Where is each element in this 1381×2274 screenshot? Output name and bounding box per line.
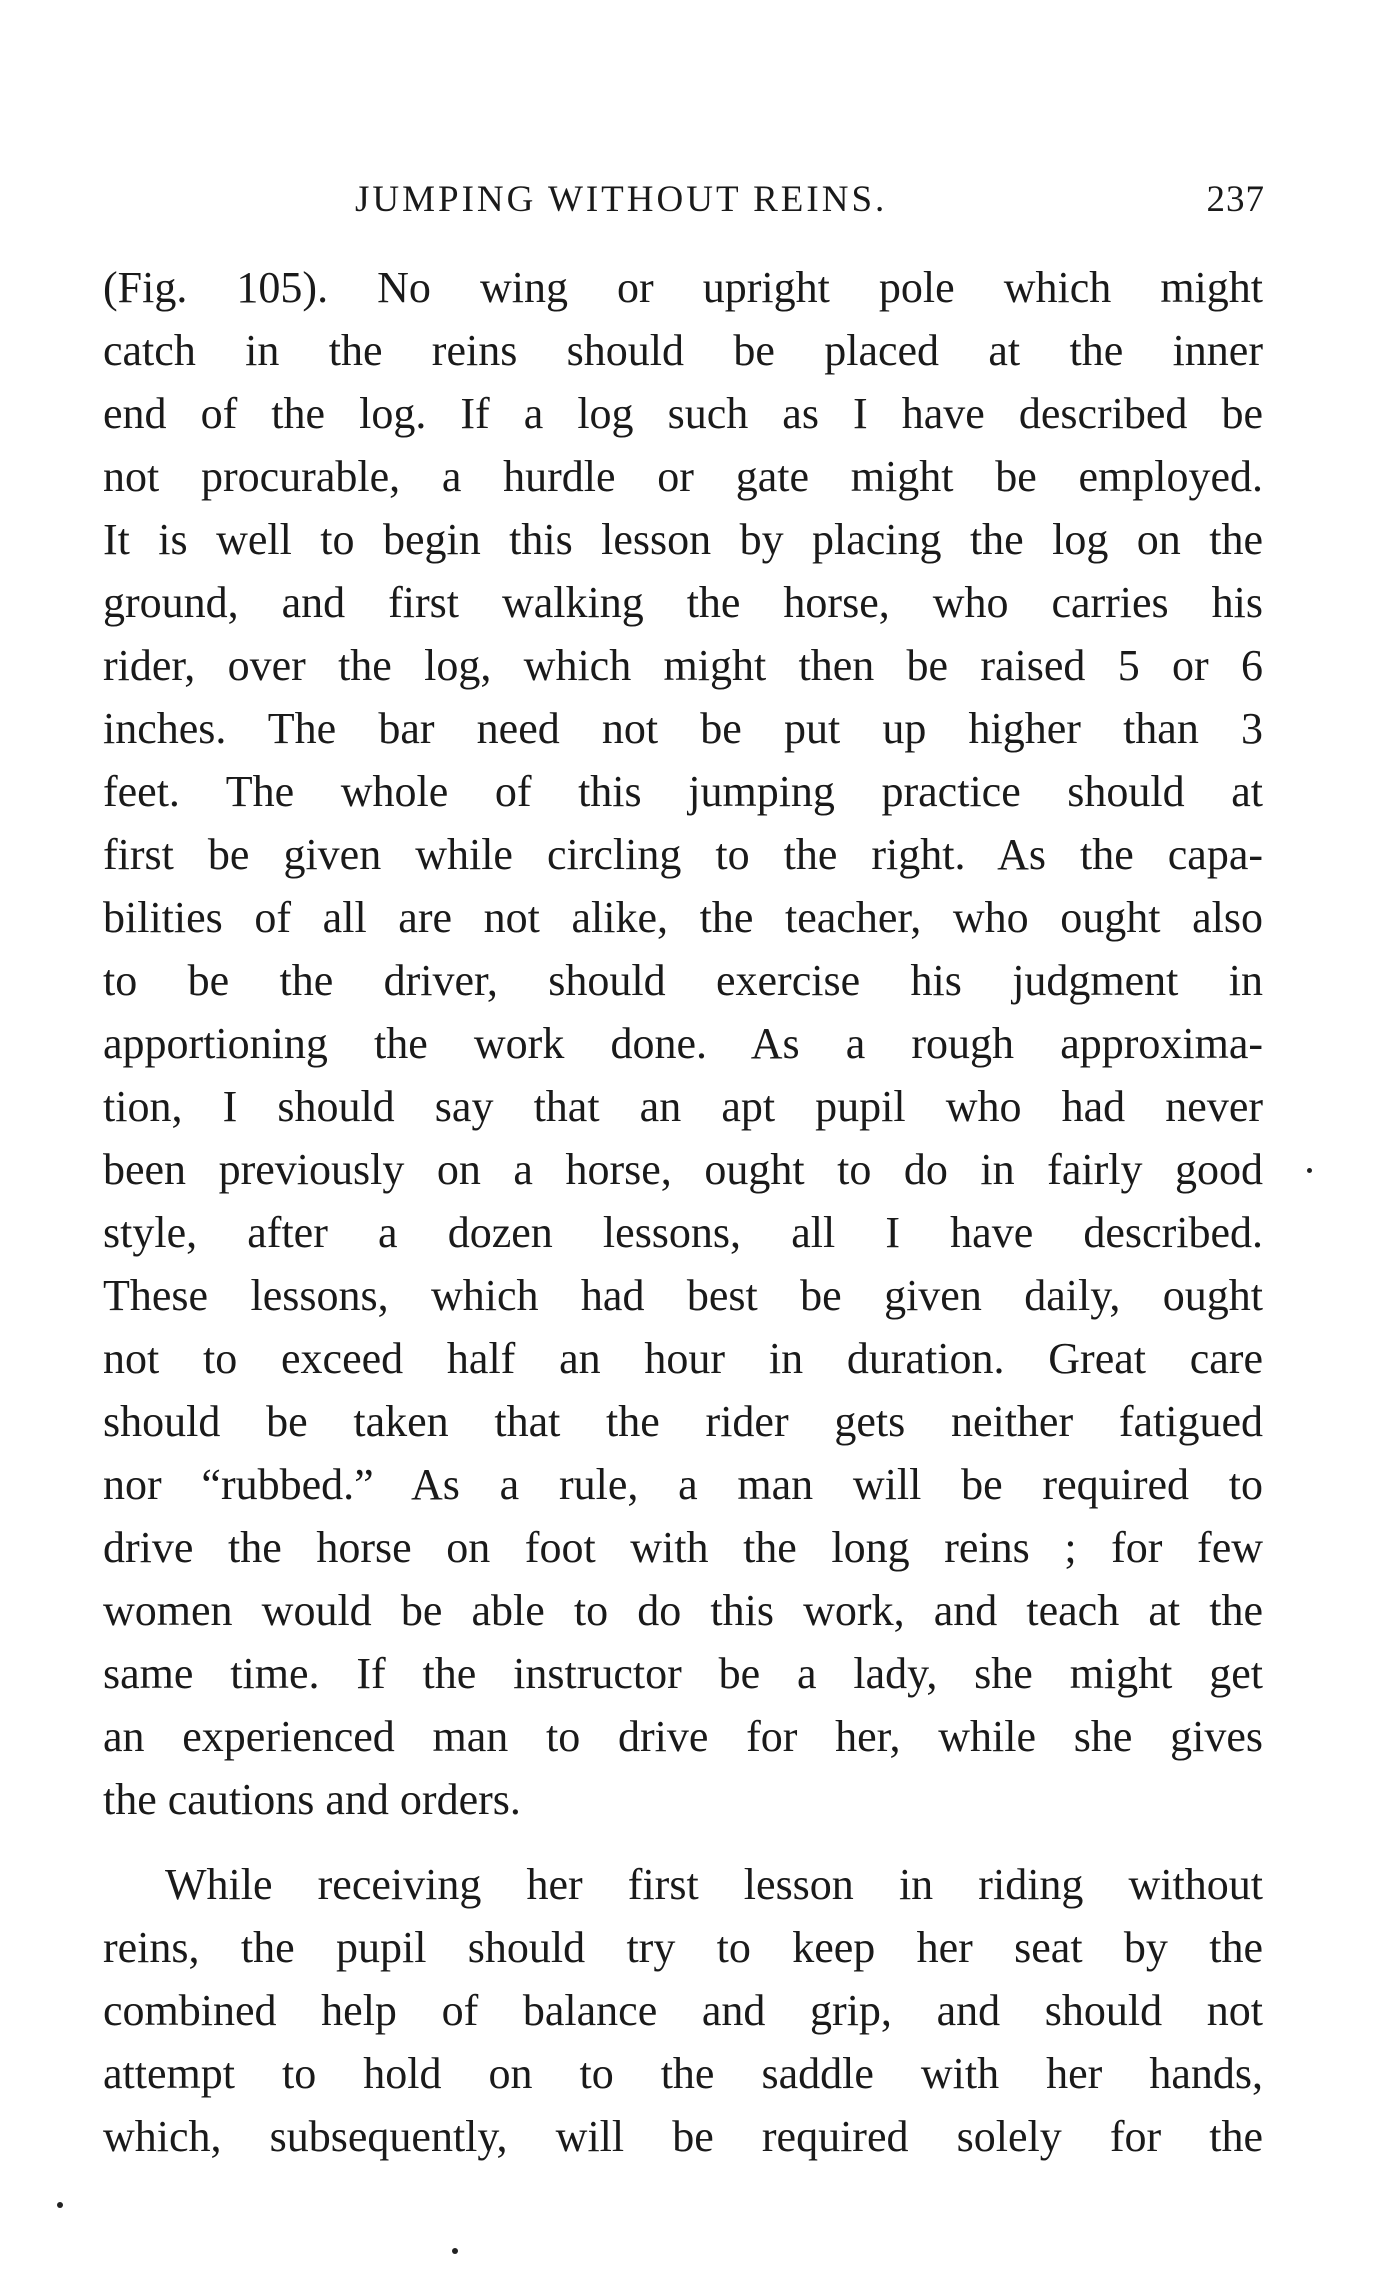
running-head-title: JUMPING WITHOUT REINS. bbox=[355, 179, 888, 220]
text-line: (Fig. 105). No wing or upright pole which might bbox=[103, 263, 1263, 312]
text-line: style, after a dozen lessons, all I have described. bbox=[103, 1208, 1263, 1257]
paragraph bbox=[103, 256, 1263, 1831]
text-line: apportioning the work done. As a rough approxima- bbox=[103, 1019, 1263, 1068]
text-line: not to exceed half an hour in duration. Great care bbox=[103, 1334, 1263, 1383]
text-line: reins, the pupil should try to keep her seat by the bbox=[103, 1923, 1263, 1972]
body-text bbox=[103, 256, 1263, 2168]
text-line: feet. The whole of this jumping practice should at bbox=[103, 767, 1263, 816]
text-line: drive the horse on foot with the long reins ; for few bbox=[103, 1523, 1263, 1572]
text-line: should be taken that the rider gets neither fatigued bbox=[103, 1397, 1263, 1446]
text-line: not procurable, a hurdle or gate might be employed. bbox=[103, 452, 1263, 501]
text-line: same time. If the instructor be a lady, she might get bbox=[103, 1649, 1263, 1698]
text-line: bilities of all are not alike, the teacher, who ought also bbox=[103, 893, 1263, 942]
text-line: ground, and first walking the horse, who carries his bbox=[103, 578, 1263, 627]
ink-speck bbox=[1307, 1168, 1312, 1173]
text-line: nor “rubbed.” As a rule, a man will be required to bbox=[103, 1460, 1263, 1509]
text-line: While receiving her first lesson in riding without bbox=[165, 1860, 1263, 1909]
text-line: These lessons, which had best be given daily, ought bbox=[103, 1271, 1263, 1320]
text-line: been previously on a horse, ought to do in fairly good bbox=[103, 1145, 1263, 1194]
text-line: tion, I should say that an apt pupil who had never bbox=[103, 1082, 1263, 1131]
ink-speck bbox=[57, 2202, 63, 2208]
text-line: rider, over the log, which might then be raised 5 or 6 bbox=[103, 641, 1263, 690]
ink-speck bbox=[452, 2248, 458, 2254]
text-line: attempt to hold on to the saddle with her hands, bbox=[103, 2049, 1263, 2098]
text-line: the cautions and orders. bbox=[103, 1775, 521, 1824]
text-line: combined help of balance and grip, and should not bbox=[103, 1986, 1263, 2035]
text-line: first be given while circling to the right. As the capa- bbox=[103, 830, 1263, 879]
page-number: 237 bbox=[1206, 179, 1265, 220]
text-line: which, subsequently, will be required solely for the bbox=[103, 2112, 1263, 2161]
text-line: It is well to begin this lesson by placing the log on the bbox=[103, 515, 1263, 564]
text-line: an experienced man to drive for her, while she gives bbox=[103, 1712, 1263, 1761]
text-line: catch in the reins should be placed at the inner bbox=[103, 326, 1263, 375]
paragraph-gap bbox=[103, 1831, 1263, 1853]
paragraph bbox=[103, 1853, 1263, 2168]
text-line: women would be able to do this work, and teach at the bbox=[103, 1586, 1263, 1635]
running-head bbox=[355, 178, 1265, 228]
text-line: end of the log. If a log such as I have described be bbox=[103, 389, 1263, 438]
text-line: to be the driver, should exercise his judgment in bbox=[103, 956, 1263, 1005]
text-line: inches. The bar need not be put up higher than 3 bbox=[103, 704, 1263, 753]
